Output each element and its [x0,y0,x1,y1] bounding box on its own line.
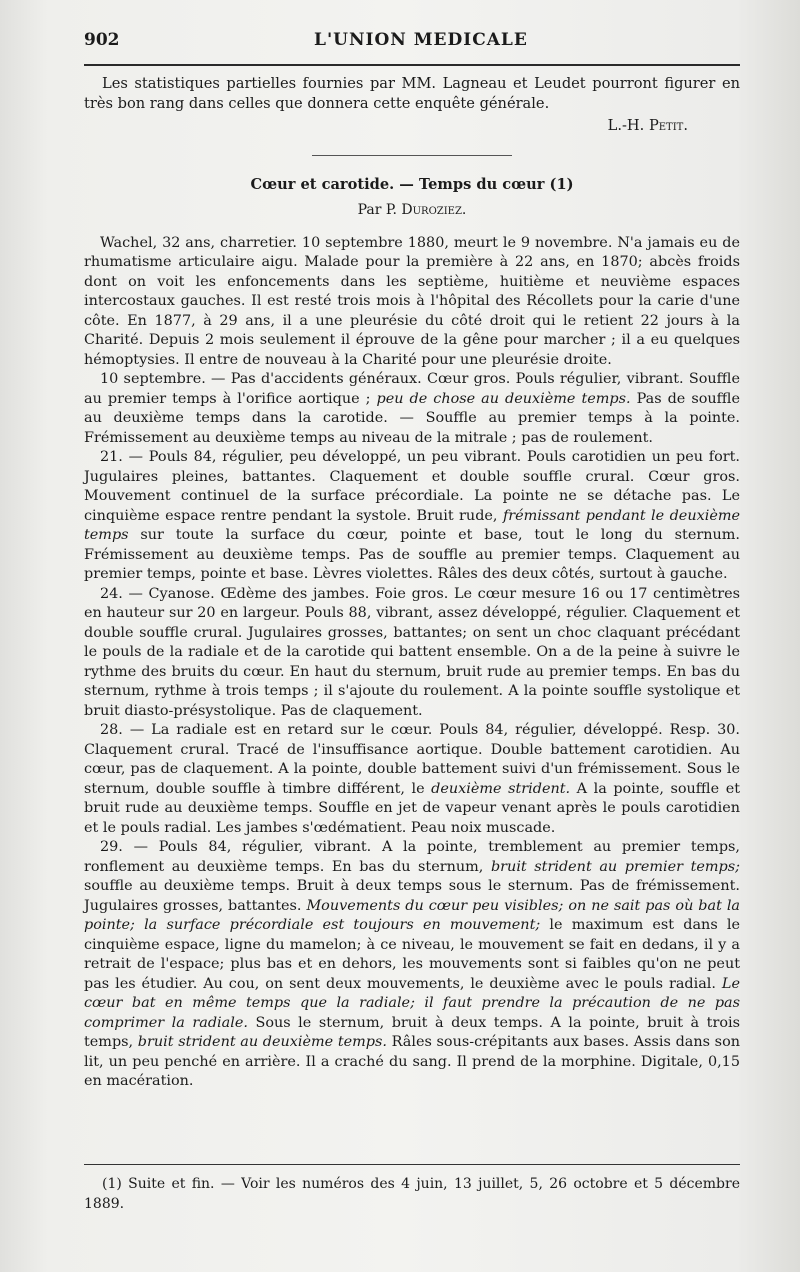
paragraph-italic: Le cœur bat en même temps que la radiale; il faut prendre la précaution de ne pas comprimer la radiale. [84,975,740,1031]
paragraph-italic: deuxième strident. [431,780,571,797]
paragraph-text: 10 septembre. — Pas d'accidents généraux. Cœur gros. Pouls régulier, vibrant. Souffle au premier temps à l'orifice aortique ; [84,371,740,407]
paragraph-text: Râles sous-crépitants aux bases. Assis dans son lit, un peu penché en arrière. Il a craché du sang. Il prend de la morphine. Digitale, 0,15 en macération. [84,1034,741,1090]
footnote: (1) Suite et fin. — Voir les numéros des 4 juin, 13 juillet, 5, 26 octobre et 5 décembre 1889. [84,1176,740,1212]
header-rule [84,64,740,66]
page-header [84,30,740,60]
paragraph-text: Pas de souffle au deuxième temps dans la carotide. — Souffle au premier temps à la pointe. Frémissement au deuxième temps au niveau de la mitrale ; pas de roulement. [84,390,740,446]
paragraph-case-intro [84,234,740,371]
footnote-rule [84,1164,740,1165]
paragraph-day-28 [84,721,740,838]
paragraph-text: 21. — Pouls 84, régulier, peu développé, un peu vibrant. Pouls carotidien un peu fort. Jugulaires pleines, battantes. Claquement et double souffle crural. Cœur gros. Mouvement continuel de la surface précordiale. La pointe ne se détache pas. Le cinquième espace rentre pendant la systole. Bruit rude, [84,449,740,524]
paragraph-text: 24. — Cyanose. Œdème des jambes. Foie gros. Le cœur mesure 16 ou 17 centimètres en hauteur sur 20 en largeur. Pouls 88, vibrant, assez développé, régulier. Claquement et double souffle crural. Jugulaires grosses, battantes; on sent un choc claquant précédant le pouls de la radiale et de la carotide qui battent ensemble. On a de la peine à suivre le rythme des bruits du cœur. En haut du sternum, bruit rude au premier temps. En bas du sternum, rythme à trois temps ; il s'ajoute du roulement. A la pointe souffle systolique et bruit diasto-présystolique. Pas de claquement. [84,585,740,719]
paragraph-italic: peu de chose au deuxième temps. [376,390,631,407]
paragraph-italic: Mouvements du cœur peu visibles; on ne sait pas où bat la pointe; la surface précordiale est toujours en mouvement; [84,897,741,934]
intro-paragraph: Les statistiques partielles fournies par MM. Lagneau et Leudet pourront figurer en très bon rang dans celles que donnera cette enquête générale. [84,75,740,113]
article-body [84,234,740,1092]
author-name: Duroziez. [401,201,467,218]
paragraph-sept-10 [84,370,740,448]
page-number: 902 [84,30,120,50]
signature-name: Petit. [648,116,688,134]
signature-initials: L.-H. [607,116,645,134]
paragraph-text: Wachel, 32 ans, charretier. 10 septembre 1880, meurt le 9 novembre. N'a jamais eu de rhumatisme articulaire aigu. Malade pour la première à 22 ans, en 1870; abcès froids dont on voit les enfoncements dans les septième, huitième et neuvième espaces intercostaux gauches. Il est resté trois mois à l'hôpital des Récollets pour la carie d'une côte. En 1877, à 29 ans, il a une pleurésie du côté droit qui le retient 22 jours à la Charité. Depuis 2 mois seulement il éprouve de la gêne pour marcher ; il a eu quelques hémoptysies. Il entre de nouveau à la Charité pour une pleurésie droite. [84,234,740,368]
section-divider [312,155,512,156]
paragraph-text: sur toute la surface du cœur, pointe et base, tout le long du sternum. Frémissement au deuxième temps. Pas de souffle au premier temps. Claquement au premier temps, pointe et base. Lèvres violettes. Râles des deux côtés, surtout à gauche. [84,527,740,583]
byline [84,200,740,220]
article-title: Cœur et carotide. — Temps du cœur (1) [250,175,574,193]
paragraph-italic: frémissant pendant le deuxième temps [84,507,740,544]
paragraph-day-21 [84,448,740,585]
running-head: L'UNION MEDICALE [314,30,528,50]
page-content [84,74,740,1092]
signature [84,115,688,137]
paragraph-text: le maximum est dans le cinquième espace, ligne du mamelon; à ce niveau, le mouvement se fait en dedans, il y a retrait de l'espace; plus bas et en dehors, les mouvements sont si faibles qu'on ne peut pas les étudier. Au cou, on sent deux mouvements, le deuxième avec le pouls radial. [84,917,741,992]
paragraph-italic: bruit strident au deuxième temps. [137,1034,387,1051]
paragraph-text: A la pointe, souffle et bruit rude au deuxième temps. Souffle en jet de vapeur venant après le pouls carotidien et le pouls radial. Les jambes s'œdématient. Peau noix muscade. [84,780,740,836]
paragraph-text: 29. — Pouls 84, régulier, vibrant. A la pointe, tremblement au premier temps, ronflement au deuxième temps. En bas du sternum, [84,839,740,875]
paragraph-italic: bruit strident au premier temps; [490,858,740,875]
paragraph-day-24 [84,585,740,722]
paragraph-day-29 [84,838,740,1092]
paragraph-text: 28. — La radiale est en retard sur le cœur. Pouls 84, régulier, développé. Resp. 30. Claquement crural. Tracé de l'insuffisance aortique. Double battement carotidien. Au cœur, pas de claquement. A la pointe, double battement suivi d'un frémissement. Sous le sternum, double souffle à timbre différent, le [84,722,740,797]
paragraph-text: souffle au deuxième temps. Bruit à deux temps sous le sternum. Pas de frémissement. Jugulaires grosses, battantes. [84,878,740,914]
paragraph-text: Sous le sternum, bruit à deux temps. A la pointe, bruit à trois temps, [84,1014,740,1051]
byline-prefix: Par P. [357,201,397,218]
